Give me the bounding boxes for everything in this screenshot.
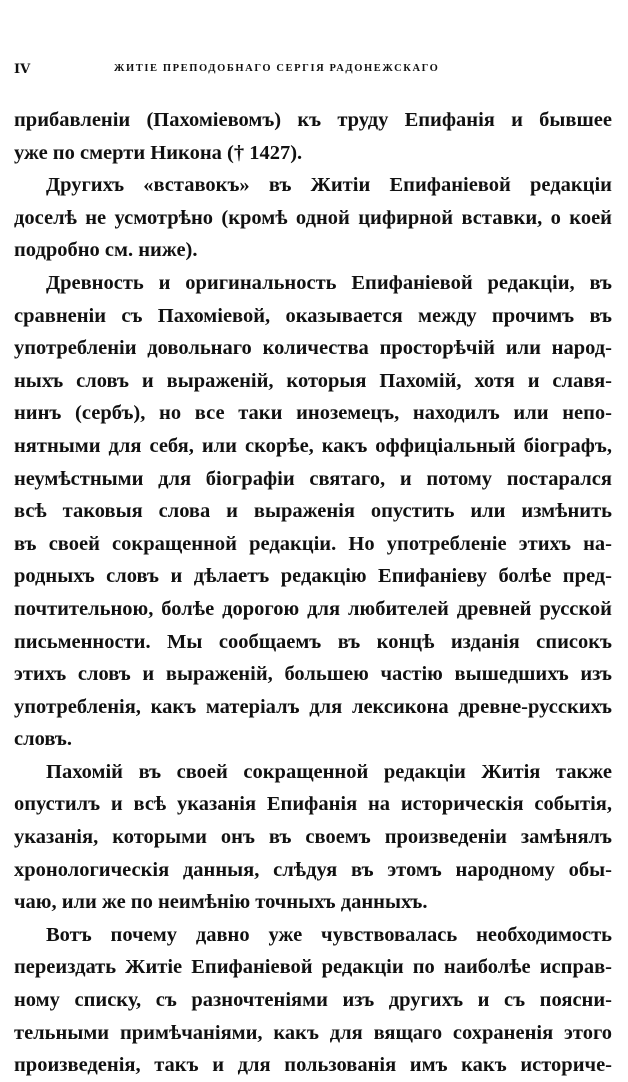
text-line: указанія, которыми онъ въ своемъ произведеніи замѣнялъ [14, 826, 612, 849]
running-title: ЖИТІЕ ПРЕПОДОБНАГО СЕРГІЯ РАДОНЕЖСКАГО [114, 63, 440, 74]
text-line: всѣ таковыя слова и выраженія опустить или измѣнить [14, 500, 612, 523]
text-line: ному списку, съ разночтеніями изъ другихъ и съ поясни- [14, 989, 612, 1012]
text-line: Древность и оригинальность Епифаніевой редакціи, въ [46, 271, 612, 294]
text-line: нинъ (сербъ), но все таки иноземецъ, находилъ или непо- [14, 402, 612, 425]
paragraph [14, 169, 612, 267]
text-line: опустилъ и всѣ указанія Епифанія на историческія событія, [14, 793, 612, 816]
text-line: нятными для себя, или скорѣе, какъ оффиціальный біографъ, [14, 434, 612, 457]
text-line: подробно см. ниже). [14, 239, 198, 262]
body-text [14, 104, 612, 1082]
text-line: письменности. Мы сообщаемъ въ концѣ изданія списокъ [14, 630, 612, 653]
text-line: Вотъ почему давно уже чувствовалась необходимость [46, 923, 612, 946]
text-line: неумѣстными для біографіи святаго, и потому постарался [14, 467, 612, 490]
paragraph [14, 919, 612, 1082]
paragraph [14, 267, 612, 756]
text-line: тельными примѣчаніями, какъ для вящаго сохраненія этого [14, 1021, 612, 1044]
text-line: переиздать Житіе Епифаніевой редакціи по наиболѣе исправ- [14, 956, 612, 979]
text-line: употребленіи довольнаго количества просторѣчій или народ- [14, 337, 612, 360]
text-line: хронологическія данныя, слѣдуя въ этомъ народному обы- [14, 858, 612, 881]
text-line: родныхъ словъ и дѣлаетъ редакцію Епифаніеву болѣе пред- [14, 565, 612, 588]
text-line: употребленія, какъ матеріалъ для лексикона древне-русскихъ [14, 695, 612, 718]
text-line: произведенія, такъ и для пользованія имъ какъ историче- [14, 1054, 612, 1077]
text-line: сравненіи съ Пахоміевой, оказывается между прочимъ въ [14, 304, 612, 327]
text-line: чаю, или же по неимѣнію точныхъ данныхъ. [14, 891, 428, 914]
text-line: почтительною, болѣе дорогою для любителей древней русской [14, 597, 612, 620]
text-line: Пахомій въ своей сокращенной редакціи Житія также [46, 760, 612, 783]
page-number: IV [14, 62, 31, 77]
text-line: доселѣ не усмотрѣно (кромѣ одной цифирной вставки, о коей [14, 206, 612, 229]
text-line: въ своей сокращенной редакціи. Но употребленіе этихъ на- [14, 532, 612, 555]
text-line: Другихъ «вставокъ» въ Житіи Епифаніевой редакціи [46, 174, 612, 197]
text-line: уже по смерти Никона († 1427). [14, 141, 303, 164]
paragraph [14, 756, 612, 919]
text-line: прибавленіи (Пахоміевомъ) къ труду Епифанія и бывшее [14, 109, 612, 131]
page-header [14, 62, 610, 82]
text-line: этихъ словъ и выраженій, большею частію вышедшихъ изъ [14, 663, 612, 686]
paragraph [14, 104, 612, 169]
text-line: словъ. [14, 728, 72, 751]
text-line: ныхъ словъ и выраженій, которыя Пахомій, хотя и славя- [14, 369, 612, 392]
